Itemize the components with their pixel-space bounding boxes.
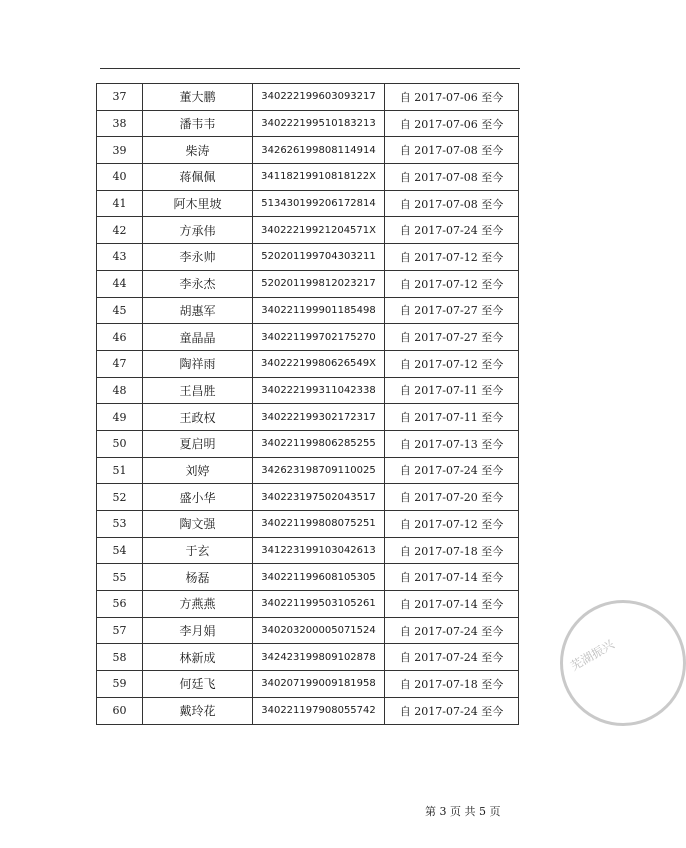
table-row xyxy=(97,537,519,564)
row-number: 49 xyxy=(97,404,143,431)
start-date: 自 2017-07-27 至今 xyxy=(385,297,519,324)
official-seal-stamp xyxy=(560,600,686,726)
row-number: 60 xyxy=(97,697,143,724)
header-rule xyxy=(100,68,520,69)
table-row xyxy=(97,110,519,137)
start-date: 自 2017-07-18 至今 xyxy=(385,671,519,698)
table-row xyxy=(97,297,519,324)
row-number: 54 xyxy=(97,537,143,564)
id-number: 340221199806285255 xyxy=(253,430,385,457)
start-date: 自 2017-07-14 至今 xyxy=(385,591,519,618)
start-date: 自 2017-07-24 至今 xyxy=(385,457,519,484)
table-row xyxy=(97,644,519,671)
start-date: 自 2017-07-20 至今 xyxy=(385,484,519,511)
person-name: 戴玲花 xyxy=(143,697,253,724)
row-number: 58 xyxy=(97,644,143,671)
row-number: 48 xyxy=(97,377,143,404)
id-number: 341223199103042613 xyxy=(253,537,385,564)
start-date: 自 2017-07-12 至今 xyxy=(385,511,519,538)
start-date: 自 2017-07-12 至今 xyxy=(385,270,519,297)
person-name: 潘韦韦 xyxy=(143,110,253,137)
start-date: 自 2017-07-11 至今 xyxy=(385,404,519,431)
start-date: 自 2017-07-11 至今 xyxy=(385,377,519,404)
person-name: 夏启明 xyxy=(143,430,253,457)
id-number: 340221199808075251 xyxy=(253,511,385,538)
table-row xyxy=(97,484,519,511)
row-number: 52 xyxy=(97,484,143,511)
page-footer xyxy=(425,803,501,819)
start-date: 自 2017-07-08 至今 xyxy=(385,164,519,191)
person-name: 阿木里坡 xyxy=(143,190,253,217)
row-number: 42 xyxy=(97,217,143,244)
start-date: 自 2017-07-13 至今 xyxy=(385,430,519,457)
table-row xyxy=(97,137,519,164)
table-row xyxy=(97,84,519,111)
table-row xyxy=(97,564,519,591)
table-row xyxy=(97,617,519,644)
row-number: 44 xyxy=(97,270,143,297)
id-number: 340221199702175270 xyxy=(253,324,385,351)
row-number: 50 xyxy=(97,430,143,457)
table-row xyxy=(97,591,519,618)
id-number: 340221199503105261 xyxy=(253,591,385,618)
row-number: 40 xyxy=(97,164,143,191)
table-row xyxy=(97,430,519,457)
row-number: 39 xyxy=(97,137,143,164)
start-date: 自 2017-07-08 至今 xyxy=(385,190,519,217)
table-row xyxy=(97,697,519,724)
person-name: 王政权 xyxy=(143,404,253,431)
id-number: 340207199009181958 xyxy=(253,671,385,698)
row-number: 46 xyxy=(97,324,143,351)
start-date: 自 2017-07-12 至今 xyxy=(385,350,519,377)
table-row xyxy=(97,190,519,217)
start-date: 自 2017-07-06 至今 xyxy=(385,84,519,111)
svg-text:芜湖振兴: 芜湖振兴 xyxy=(568,637,617,674)
person-name: 刘婷 xyxy=(143,457,253,484)
person-name: 陶祥雨 xyxy=(143,350,253,377)
table-row xyxy=(97,217,519,244)
id-number: 520201199704303211 xyxy=(253,244,385,271)
id-number: 342423199809102878 xyxy=(253,644,385,671)
id-number: 340222199510183213 xyxy=(253,110,385,137)
row-number: 59 xyxy=(97,671,143,698)
start-date: 自 2017-07-06 至今 xyxy=(385,110,519,137)
id-number: 513430199206172814 xyxy=(253,190,385,217)
table-row xyxy=(97,324,519,351)
id-number: 340203200005071524 xyxy=(253,617,385,644)
id-number: 340222199603093217 xyxy=(253,84,385,111)
id-number: 340221199608105305 xyxy=(253,564,385,591)
row-number: 53 xyxy=(97,511,143,538)
id-number: 340222199311042338 xyxy=(253,377,385,404)
start-date: 自 2017-07-24 至今 xyxy=(385,217,519,244)
start-date: 自 2017-07-12 至今 xyxy=(385,244,519,271)
row-number: 38 xyxy=(97,110,143,137)
person-name: 柴涛 xyxy=(143,137,253,164)
id-number: 34022219980626549X xyxy=(253,350,385,377)
person-name: 于玄 xyxy=(143,537,253,564)
person-name: 董大鹏 xyxy=(143,84,253,111)
start-date: 自 2017-07-24 至今 xyxy=(385,644,519,671)
table-row xyxy=(97,457,519,484)
person-name: 胡惠军 xyxy=(143,297,253,324)
person-name: 童晶晶 xyxy=(143,324,253,351)
person-name: 李永杰 xyxy=(143,270,253,297)
page-number: 第 3 页 xyxy=(425,805,461,818)
start-date: 自 2017-07-18 至今 xyxy=(385,537,519,564)
person-name: 林新成 xyxy=(143,644,253,671)
id-number: 342623198709110025 xyxy=(253,457,385,484)
person-name: 李月娟 xyxy=(143,617,253,644)
person-name: 何廷飞 xyxy=(143,671,253,698)
id-number: 34022219921204571X xyxy=(253,217,385,244)
id-number: 340221197908055742 xyxy=(253,697,385,724)
person-name: 方燕燕 xyxy=(143,591,253,618)
person-name: 李永帅 xyxy=(143,244,253,271)
id-number: 520201199812023217 xyxy=(253,270,385,297)
start-date: 自 2017-07-24 至今 xyxy=(385,697,519,724)
id-number: 340223197502043517 xyxy=(253,484,385,511)
page-total: 共 5 页 xyxy=(464,805,501,818)
row-number: 43 xyxy=(97,244,143,271)
person-name: 王昌胜 xyxy=(143,377,253,404)
seal-stamp-icon xyxy=(563,603,683,723)
table-row xyxy=(97,270,519,297)
start-date: 自 2017-07-27 至今 xyxy=(385,324,519,351)
table-row xyxy=(97,244,519,271)
table-row xyxy=(97,377,519,404)
id-number: 34118219910818122X xyxy=(253,164,385,191)
row-number: 37 xyxy=(97,84,143,111)
start-date: 自 2017-07-14 至今 xyxy=(385,564,519,591)
row-number: 56 xyxy=(97,591,143,618)
person-name: 方承伟 xyxy=(143,217,253,244)
table-row xyxy=(97,164,519,191)
id-number: 340221199901185498 xyxy=(253,297,385,324)
start-date: 自 2017-07-24 至今 xyxy=(385,617,519,644)
person-name: 蒋佩佩 xyxy=(143,164,253,191)
person-name: 杨磊 xyxy=(143,564,253,591)
row-number: 51 xyxy=(97,457,143,484)
table-row xyxy=(97,671,519,698)
person-name: 盛小华 xyxy=(143,484,253,511)
id-number: 342626199808114914 xyxy=(253,137,385,164)
person-name: 陶文强 xyxy=(143,511,253,538)
table-row xyxy=(97,404,519,431)
roster-table xyxy=(96,83,519,725)
row-number: 55 xyxy=(97,564,143,591)
row-number: 41 xyxy=(97,190,143,217)
table-row xyxy=(97,350,519,377)
row-number: 47 xyxy=(97,350,143,377)
table-row xyxy=(97,511,519,538)
row-number: 45 xyxy=(97,297,143,324)
id-number: 340222199302172317 xyxy=(253,404,385,431)
start-date: 自 2017-07-08 至今 xyxy=(385,137,519,164)
row-number: 57 xyxy=(97,617,143,644)
